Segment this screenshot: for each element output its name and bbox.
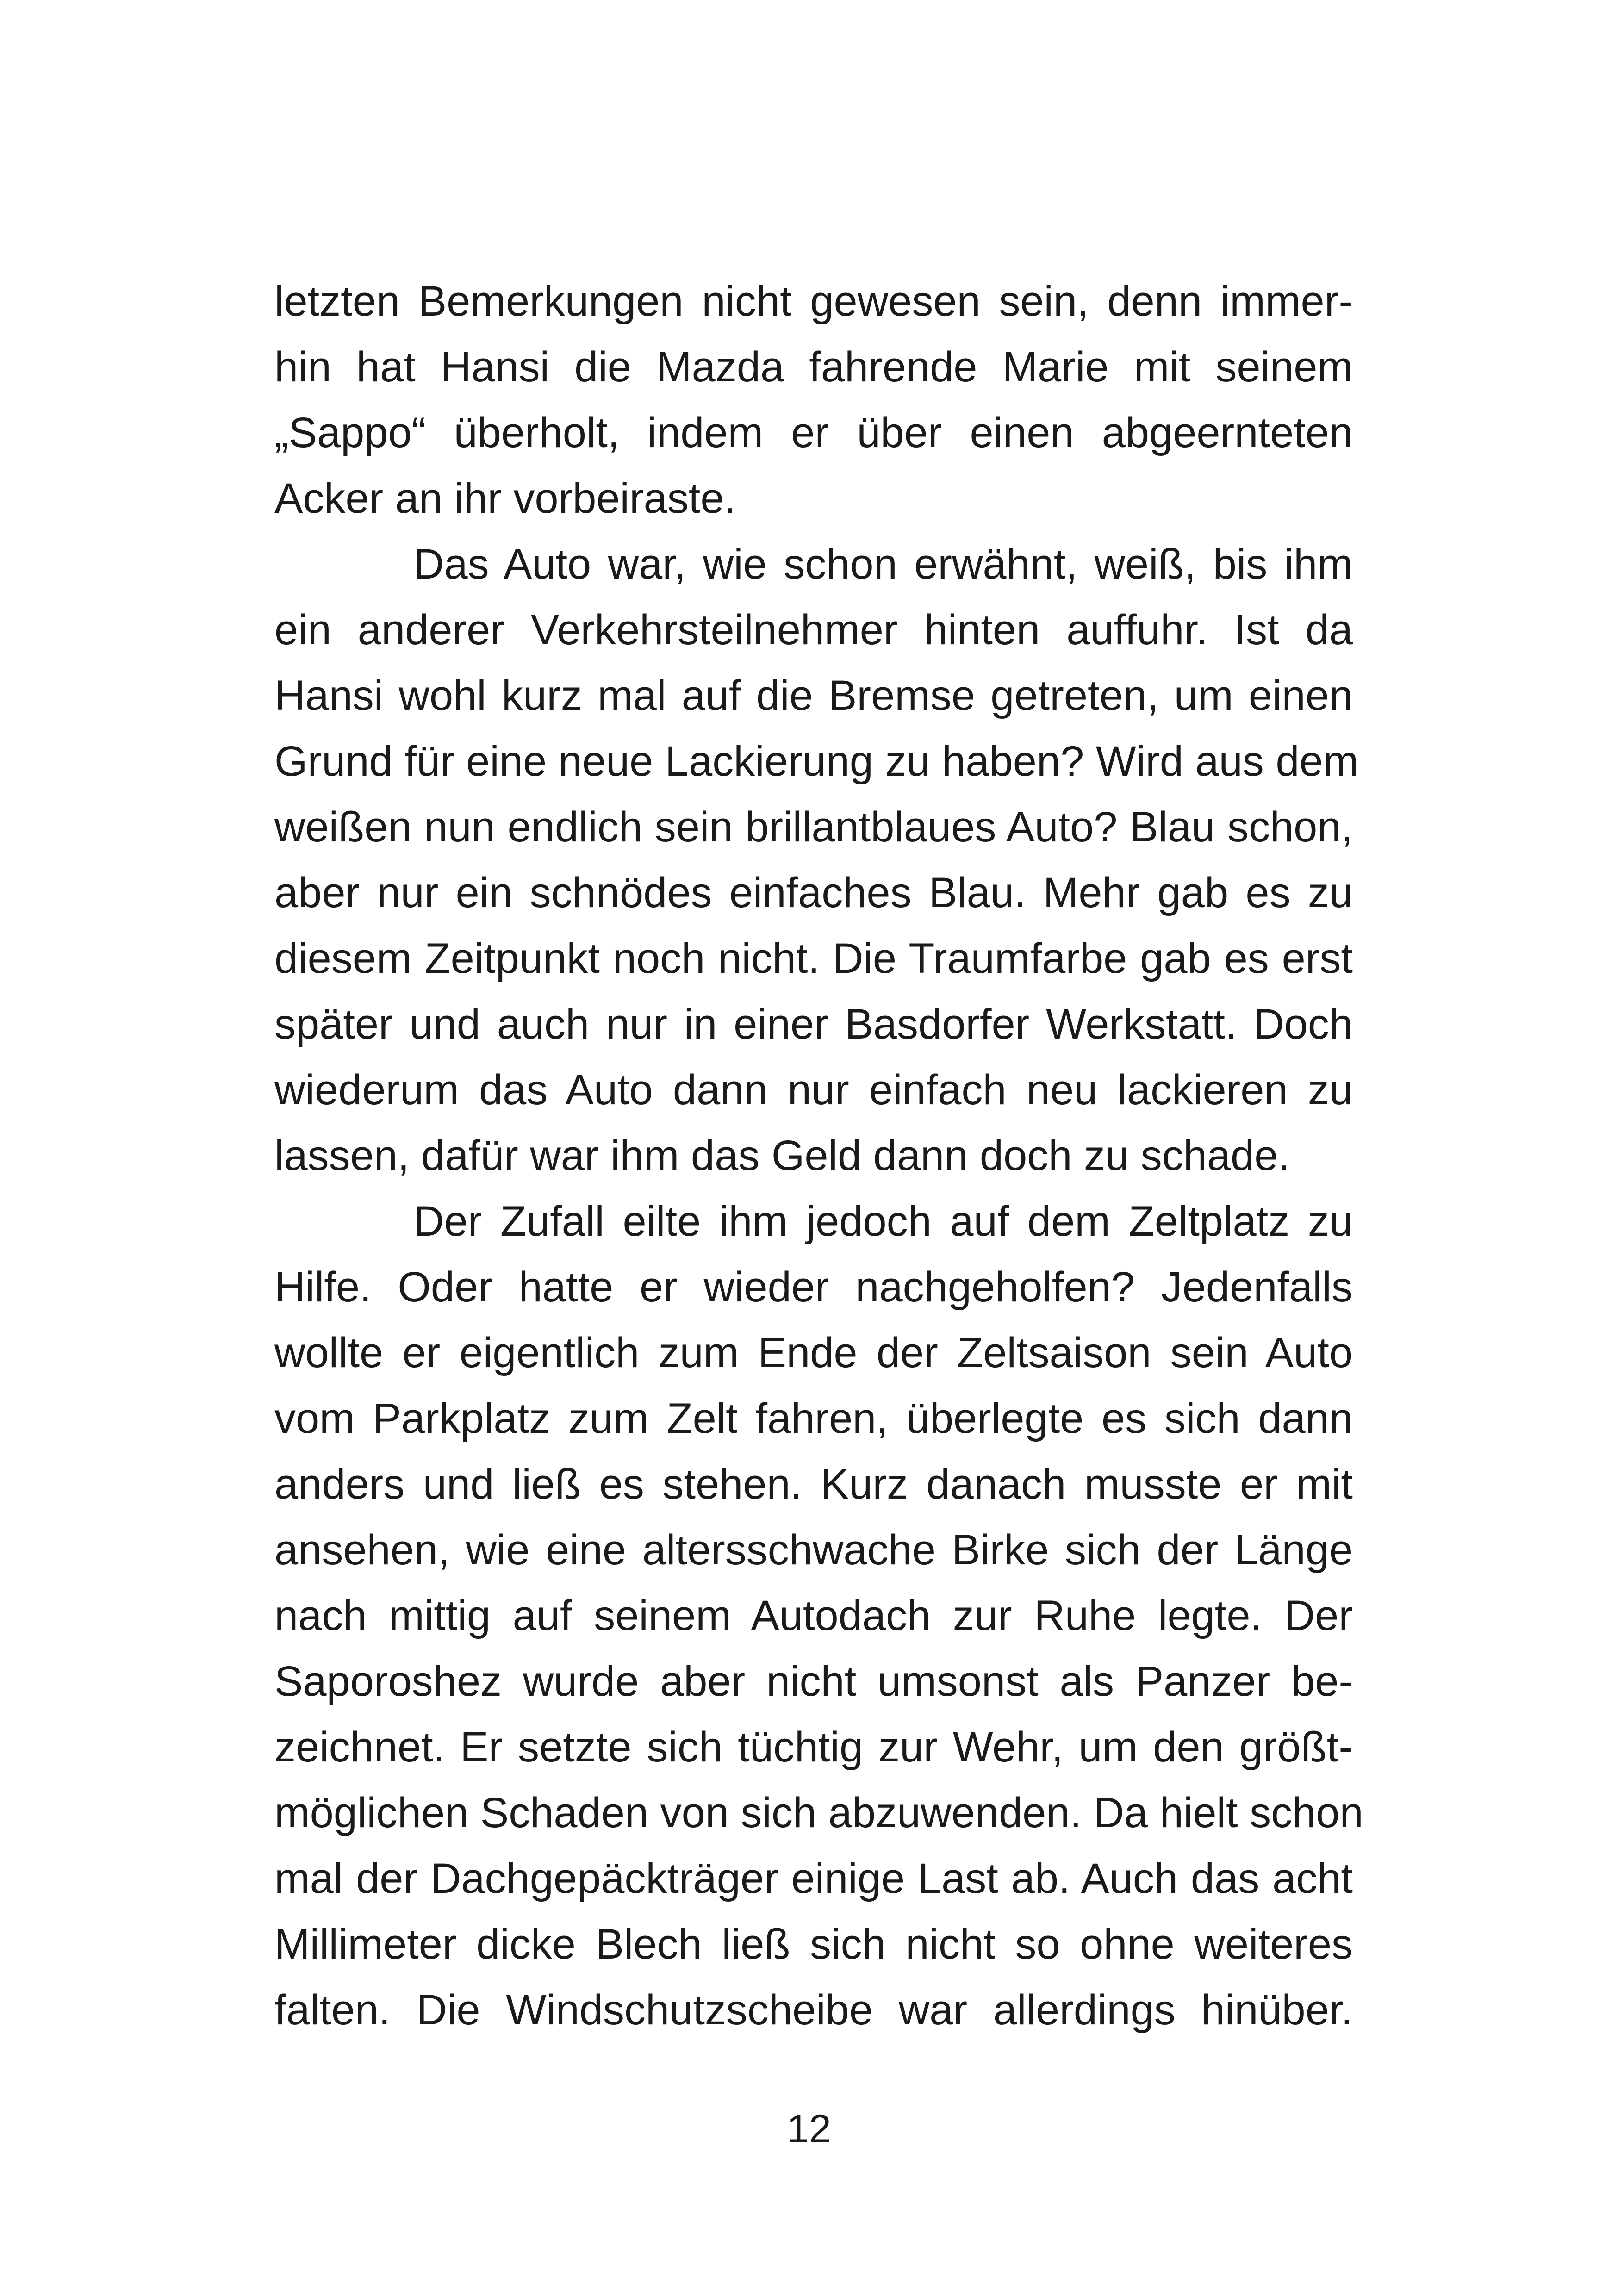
text-line: hin hat Hansi die Mazda fahrende Marie mit seinem [274, 343, 1353, 391]
text-line: Hansi wohl kurz mal auf die Bremse getreten, um einen [274, 672, 1353, 719]
text-line: möglichen Schaden von sich abzuwenden. Da hielt schon [274, 1789, 1363, 1836]
text-line: mal der Dachgepäckträger einige Last ab. Auch das acht [274, 1855, 1353, 1902]
text-line: „Sappo“ überholt, indem er über einen abgeernteten [274, 409, 1353, 456]
text-line: Acker an ihr vorbeiraste. [274, 475, 736, 522]
text-line: Grund für eine neue Lackierung zu haben? Wird aus dem [274, 738, 1359, 785]
text-line: später und auch nur in einer Basdorfer Werkstatt. Doch [274, 1001, 1353, 1048]
text-line: Hilfe. Oder hatte er wieder nachgeholfen? Jedenfalls [274, 1263, 1353, 1311]
text-line: nach mittig auf seinem Autodach zur Ruhe legte. Der [274, 1592, 1353, 1639]
text-line: Der Zufall eilte ihm jedoch auf dem Zeltplatz zu [413, 1198, 1353, 1245]
text-line: Saporoshez wurde aber nicht umsonst als Panzer be- [274, 1658, 1353, 1705]
paragraph-1 [274, 268, 1353, 531]
text-line: ansehen, wie eine altersschwache Birke sich der Länge [274, 1526, 1353, 1574]
text-line: diesem Zeitpunkt noch nicht. Die Traumfarbe gab es erst [274, 935, 1353, 982]
text-line: ein anderer Verkehrsteilnehmer hinten auffuhr. Ist da [274, 606, 1353, 653]
text-line: falten. Die Windschutzscheibe war allerdings hinüber. [274, 1986, 1353, 2034]
text-line: anders und ließ es stehen. Kurz danach musste er mit [274, 1461, 1353, 1508]
text-line: vom Parkplatz zum Zelt fahren, überlegte es sich dann [274, 1395, 1353, 1442]
text-line: wollte er eigentlich zum Ende der Zeltsaison sein Auto [274, 1329, 1353, 1376]
text-line: aber nur ein schnödes einfaches Blau. Mehr gab es zu [274, 869, 1353, 916]
paragraph-3 [274, 1188, 1363, 2043]
text-line: zeichnet. Er setzte sich tüchtig zur Wehr, um den größt- [274, 1724, 1353, 1771]
page-number: 12 [787, 2107, 831, 2151]
paragraph-2 [274, 531, 1359, 1188]
text-line: letzten Bemerkungen nicht gewesen sein, denn immer- [274, 278, 1353, 325]
text-line: weißen nun endlich sein brillantblaues Auto? Blau schon, [274, 803, 1353, 851]
text-line: wiederum das Auto dann nur einfach neu lackieren zu [274, 1066, 1353, 1114]
text-line: Millimeter dicke Blech ließ sich nicht so ohne weiteres [274, 1921, 1353, 1968]
text-line: lassen, dafür war ihm das Geld dann doch zu schade. [274, 1132, 1290, 1179]
text-line: Das Auto war, wie schon erwähnt, weiß, bis ihm [413, 541, 1353, 588]
body-text [274, 268, 1363, 2043]
